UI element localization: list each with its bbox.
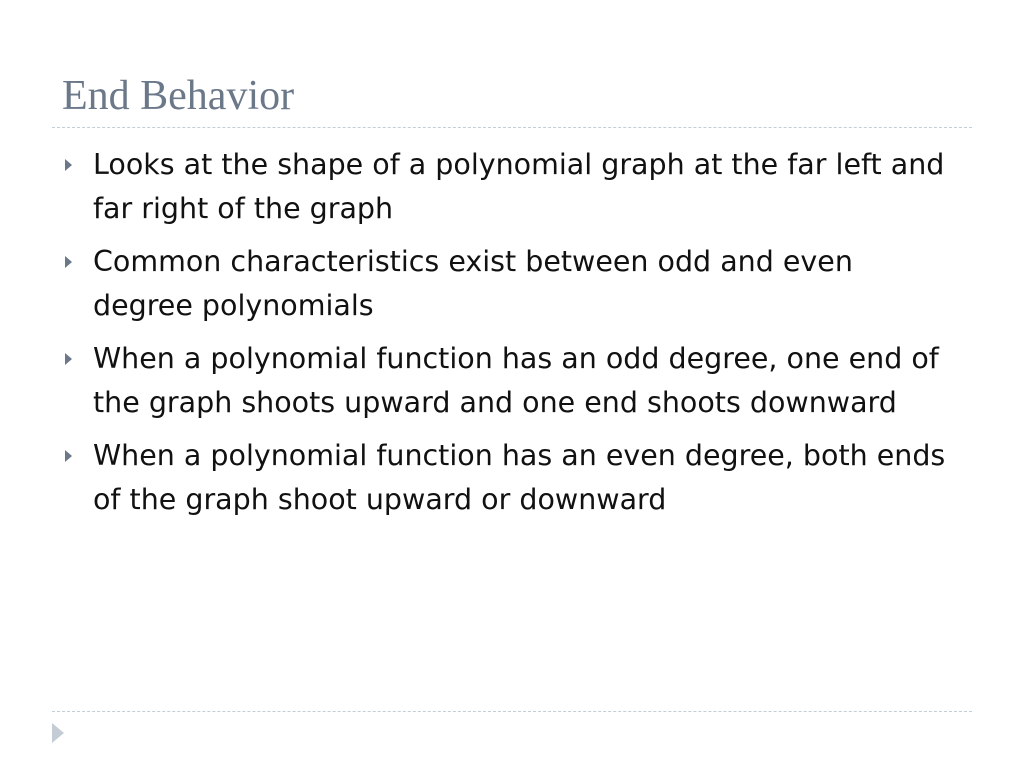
footer-divider [52, 711, 972, 712]
bullet-text: When a polynomial function has an odd degree, one end of the graph shoots upward and one end shoots downward [93, 342, 939, 419]
bullet-item [60, 434, 960, 522]
bullet-list [60, 143, 960, 531]
triangle-right-icon [65, 353, 72, 365]
bullet-item [60, 240, 960, 328]
triangle-right-icon [65, 159, 72, 171]
title-divider [52, 127, 972, 128]
bullet-item [60, 143, 960, 231]
next-slide-arrow-icon[interactable] [52, 723, 64, 743]
bullet-text: When a polynomial function has an even degree, both ends of the graph shoot upward or downward [93, 439, 946, 516]
triangle-right-icon [65, 256, 72, 268]
triangle-right-icon [65, 450, 72, 462]
slide-title: End Behavior [62, 73, 295, 119]
bullet-text: Looks at the shape of a polynomial graph at the far left and far right of the graph [93, 148, 945, 225]
bullet-item [60, 337, 960, 425]
bullet-text: Common characteristics exist between odd and even degree polynomials [93, 245, 853, 322]
